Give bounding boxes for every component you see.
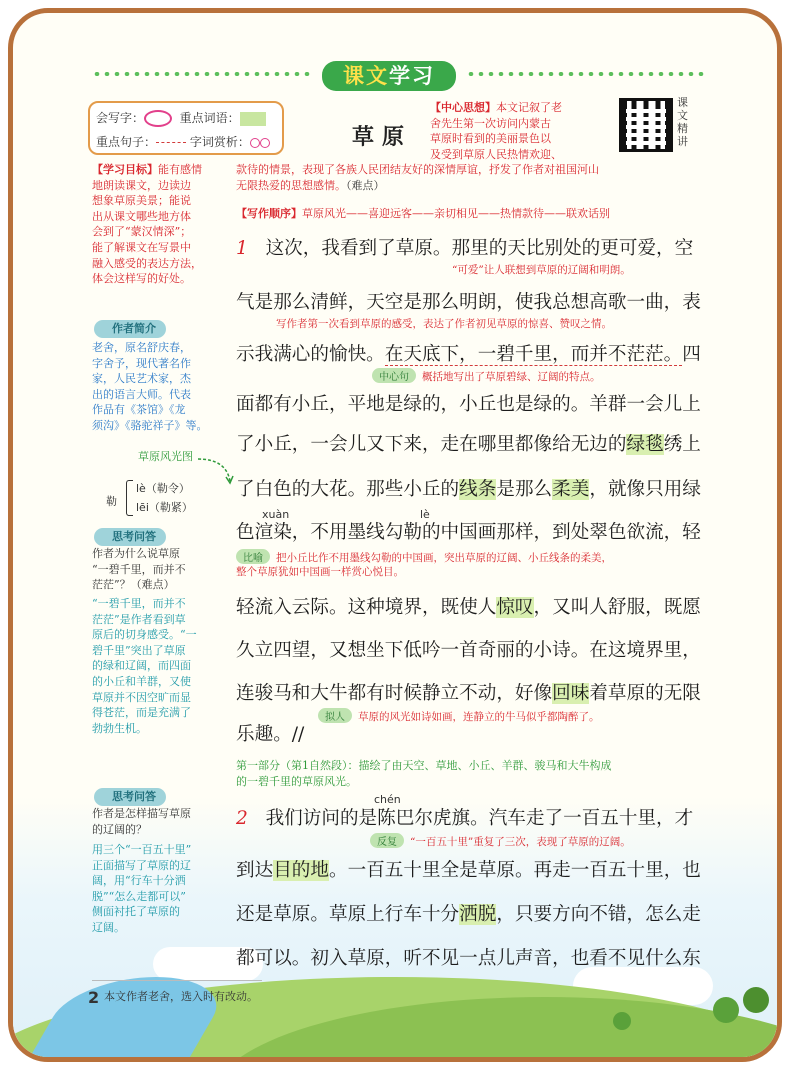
para1-line6: 了白色的大花。那些小丘的线条是那么柔美，就像只用绿 [236, 479, 701, 500]
writing-order: 【写作顺序】草原风光——喜迎远客——亲切相见——热情款待——联欢话别 [236, 207, 610, 220]
para1-line11: 乐趣。// [236, 724, 305, 745]
author-intro: 老舍，原名舒庆春， 字舍予，现代著名作 家，人民艺术家，杰 出的语言大师。代表 作品有《茶馆》《龙 须沟》《骆驼祥子》等。 [92, 341, 208, 432]
think-head-1: 思考问答 [94, 528, 166, 546]
highlight-mark-icon [240, 112, 266, 126]
header-dots-left [92, 72, 312, 76]
para1-line9: 久立四望，又想坐下低吟一首奇丽的小诗。在这境界里， [236, 640, 701, 661]
para1-line5: 了小丘，一会儿又下来，走在哪里都像给无边的绿毯绣上 [236, 434, 701, 455]
circle-mark-icon [144, 110, 172, 127]
author-head: 作者简介 [94, 320, 166, 338]
section-banner: 课文学习 [322, 61, 456, 91]
para1-line3: 示我满心的愉快。在天底下，一碧千里，而并不茫茫。四 [236, 344, 701, 365]
para1-line7: 色渲染，不用墨线勾勒的中国画那样，到处翠色欲流，轻 [236, 522, 701, 543]
para1-line10: 连骏马和大牛都有时候静立不动，好像回味着草原的无限 [236, 683, 701, 704]
learning-goals: 【学习目标】能有感情 地朗读课文，边读边 想象草原美景；能说 出从课文哪些地方体 会到了“蒙汉情深”； 能了解课文在写景中 融入感受的表达方法， 体会这样写的好处。 [92, 163, 202, 286]
para2-line3: 还是草原。草原上行车十分洒脱，只要方向不错，怎么走 [236, 904, 701, 925]
para1-line2: 气是那么清鲜，天空是那么明朗，使我总想高歌一曲，表 [236, 292, 701, 313]
lesson-title: 草原 [352, 124, 413, 150]
center-idea: 【中心思想】本文记叙了老 舍先生第一次访问内蒙古 草原时看到的美丽景色以 及受到草原人民热情欢迎、 [430, 101, 562, 161]
part1-summary: 第一部分（第1自然段）：描绘了由天空、草地、小丘、羊群、骏马和大牛构成 的一碧千里的草原风光。 [236, 759, 612, 788]
polyphone-char: 勒 [106, 495, 117, 508]
think-head-2: 思考问答 [94, 788, 166, 806]
para1-line8: 轻流入云际。这种境界，既使人惊叹，又叫人舒服，既愿 [236, 597, 701, 618]
dot-mark-icon [250, 138, 260, 148]
think-question-1: 作者为什么说草原 “一碧千里，而并不 茫茫”？（难点） [92, 547, 186, 592]
para2-line2: 到达目的地。一百五十里全是草原。再走一百五十里，也 [236, 860, 701, 881]
page-number: 2 [88, 988, 100, 1007]
para2-line4: 都可以。初入草原，听不见一点儿声音，也看不见什么东 [236, 948, 701, 969]
think-answer-2: 用三个“一百五十里” 正面描写了草原的辽 阔，用“行车十分洒 脱”“怎么走都可以” 侧面衬托了草原的 辽阔。 [92, 843, 192, 934]
qr-label: 课文精讲 [677, 96, 688, 148]
annotation-legend: 会写字： 重点词语： 重点句子： 字词赏析： [88, 101, 284, 155]
scenery-label: 草原风光图 [138, 450, 193, 463]
para2-line1: 2 我们访问的是陈巴尔虎旗。汽车走了一百五十里，才 [236, 808, 694, 829]
think-answer-1: “一碧千里，而并不 茫茫”是作者看到草 原后的切身感受。“一 碧千里”突出了草原 的绿和辽阔，而四面 的小丘和羊群，又使 草原并不因空旷而显 得苍茫，而是充满了 勃勃生机。 [92, 597, 197, 735]
wavy-line-icon [156, 142, 186, 143]
footnote: 本文作者老舍，选入时有改动。 [104, 990, 258, 1003]
para1-line4: 面都有小丘，平地是绿的，小丘也是绿的。羊群一会儿上 [236, 394, 701, 415]
header-dots-right [466, 72, 704, 76]
qr-code-icon[interactable] [619, 98, 673, 152]
arrow-icon [196, 455, 236, 487]
footnote-rule [92, 980, 262, 981]
think-question-2: 作者是怎样描写草原 的辽阔的？ [92, 807, 191, 836]
para1-line1: 1 这次，我看到了草原。那里的天比别处的更可爱，空 [236, 238, 694, 259]
